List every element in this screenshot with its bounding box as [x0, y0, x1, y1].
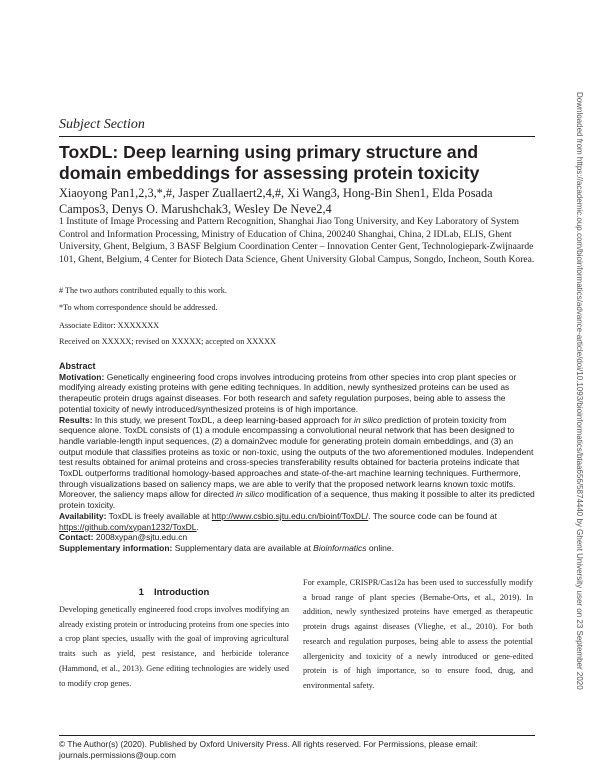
- associate-editor: Associate Editor: XXXXXXX: [59, 321, 160, 330]
- download-watermark: Downloaded from https://academic.oup.com/bioinformatics/advance-article/doi/10.1093/bioinformatics/btaa656/5874440 by Ghent University user on 23 September 2020: [575, 92, 584, 690]
- header-rule: [59, 136, 535, 137]
- results-italic-b: in silico: [236, 489, 265, 500]
- intro-paragraph-left: Developing genetically engineered food crops involves modifying an already existing protein or introducing proteins from one species into a crop plant species, usually with the goal of improving agricultural traits such as yield, pest resistance, and herbicide tolerance (Hammond, et al., 2013). Gene editing technologies are widely used to modify crop genes.: [59, 605, 289, 688]
- copyright-footer: [59, 739, 535, 761]
- authors-line-1: Xiaoyong Pan1,2,3,*,#, Jasper Zuallaert2,4,#, Xi Wang3, Hong-Bin Shen1, Elda Posada: [59, 186, 493, 200]
- correspondence-note: *To whom correspondence should be addressed.: [59, 303, 218, 312]
- abstract-contact: [59, 532, 535, 543]
- contact-label: Contact:: [59, 532, 94, 543]
- equal-contribution-note: # The two authors contributed equally to this work.: [59, 286, 227, 295]
- motivation-label: Motivation:: [59, 371, 105, 382]
- article-title: [59, 142, 539, 184]
- permissions-email: journals.permissions@oup.com: [59, 749, 176, 760]
- motivation-text: Genetically engineering food crops involves introducing proteins from other species into crop plant species or modifying already existing proteins with gene editing techniques. In addition, newly synthesized proteins can be used as therapeutic protein drugs against diseases. For both research and safety regulation purposes, being able to assess the potential toxicity of newly introduced/synthesized proteins is of high importance.: [59, 371, 517, 414]
- section-heading: [59, 587, 289, 598]
- section-title: Introduction: [153, 587, 210, 598]
- authors-line-2: Campos3, Denys O. Marushchak3, Wesley De Neve2,4: [59, 201, 332, 216]
- title-line-2: domain embeddings for assessing protein toxicity: [59, 163, 480, 183]
- intro-column-left: [59, 603, 289, 691]
- results-label: Results:: [59, 414, 93, 425]
- affiliations: 1 Institute of Image Processing and Pattern Recognition, Shanghai Jiao Tong University, and Key Laboratory of System Control and Information Processing, Ministry of Education of China, 200240 Shanghai, China, 2 IDLab, ELIS, Ghent University, Ghent, Belgium, 3 BASF Belgium Coordination Center – Innovation Center Gent, Technologiepark-Zwijnaarde 101, Ghent, Belgium, 4 Center for Biotech Data Science, Ghent University Global Campus, Songdo, Incheon, South Korea.: [59, 216, 535, 265]
- abstract-results: [59, 415, 535, 511]
- supplementary-journal: Bioinformatics: [313, 542, 367, 553]
- contact-email[interactable]: 2008xypan@sjtu.edu.cn: [95, 532, 188, 543]
- abstract-availability: [59, 511, 535, 532]
- supplementary-text-b: online.: [366, 542, 394, 553]
- copyright-line: © The Author(s) (2020). Published by Oxford University Press. All rights reserved. For Permissions, please email:: [59, 739, 478, 749]
- results-italic-a: in silico: [354, 414, 382, 425]
- supplementary-label: Supplementary information:: [59, 542, 173, 553]
- availability-text-b: . The source code can be found at: [368, 510, 498, 521]
- author-list: [59, 186, 539, 217]
- abstract-heading: Abstract: [59, 361, 96, 371]
- abstract-motivation: [59, 372, 535, 415]
- availability-label: Availability:: [59, 510, 107, 521]
- results-text-a: In this study, we present ToxDL, a deep learning-based approach for: [94, 414, 355, 425]
- subject-section-label: Subject Section: [59, 117, 145, 132]
- availability-text-c: .: [196, 521, 199, 532]
- received-dates: Received on XXXXX; revised on XXXXX; accepted on XXXXX: [59, 337, 276, 346]
- intro-column-right: [303, 576, 533, 694]
- github-link[interactable]: https://github.com/xypan1232/ToxDL: [59, 521, 197, 532]
- abstract: [59, 361, 535, 554]
- toxdl-server-link[interactable]: http://www.csbio.sjtu.edu.cn/bioinf/ToxDL/: [211, 510, 369, 521]
- intro-paragraph-right: For example, CRISPR/Cas12a has been used to successfully modify a broad range of plant species (Bernabe-Orts, et al., 2019). In addition, newly synthesized proteins have emerged as therapeutic protein drugs against diseases (Vlieghe, et al., 2010). For both research and regulation purposes, being able to assess the potential allergenicity and toxicity of a newly introduced or gene-edited protein is of high importance, so to ensure food, drug, and environmental safety.: [303, 578, 533, 690]
- results-text-c: modification of a sequence, thus making it possible to alter its predicted protein toxicity.: [59, 489, 535, 511]
- abstract-supplementary: [59, 543, 535, 554]
- supplementary-text-a: Supplementary data are available at: [174, 542, 314, 553]
- results-text-b: prediction of protein toxicity from sequence alone. ToxDL consists of (1) a module encompassing a convolutional neural network that has been designed to handle variable-length input sequences, (2) a domain2vec module for generating protein domain embeddings, and (3) an output module that classifies proteins as toxic or non-toxic, using the outputs of the two aforementioned modules. Independent test results obtained for animal proteins and cross-species transferability results obtained for bacteria proteins indicate that ToxDL outperforms traditional homology-based approaches and state-of-the-art machine learning techniques. Furthermore, through visualizations based on saliency maps, we are able to verify that the proposed network learns known toxic motifs. Moreover, the saliency maps allow for directed: [59, 414, 534, 500]
- footer-rule: [59, 735, 535, 736]
- availability-text-a: ToxDL is freely available at: [108, 510, 212, 521]
- section-number: 1: [138, 587, 144, 598]
- title-line-1: ToxDL: Deep learning using primary structure and: [59, 142, 479, 162]
